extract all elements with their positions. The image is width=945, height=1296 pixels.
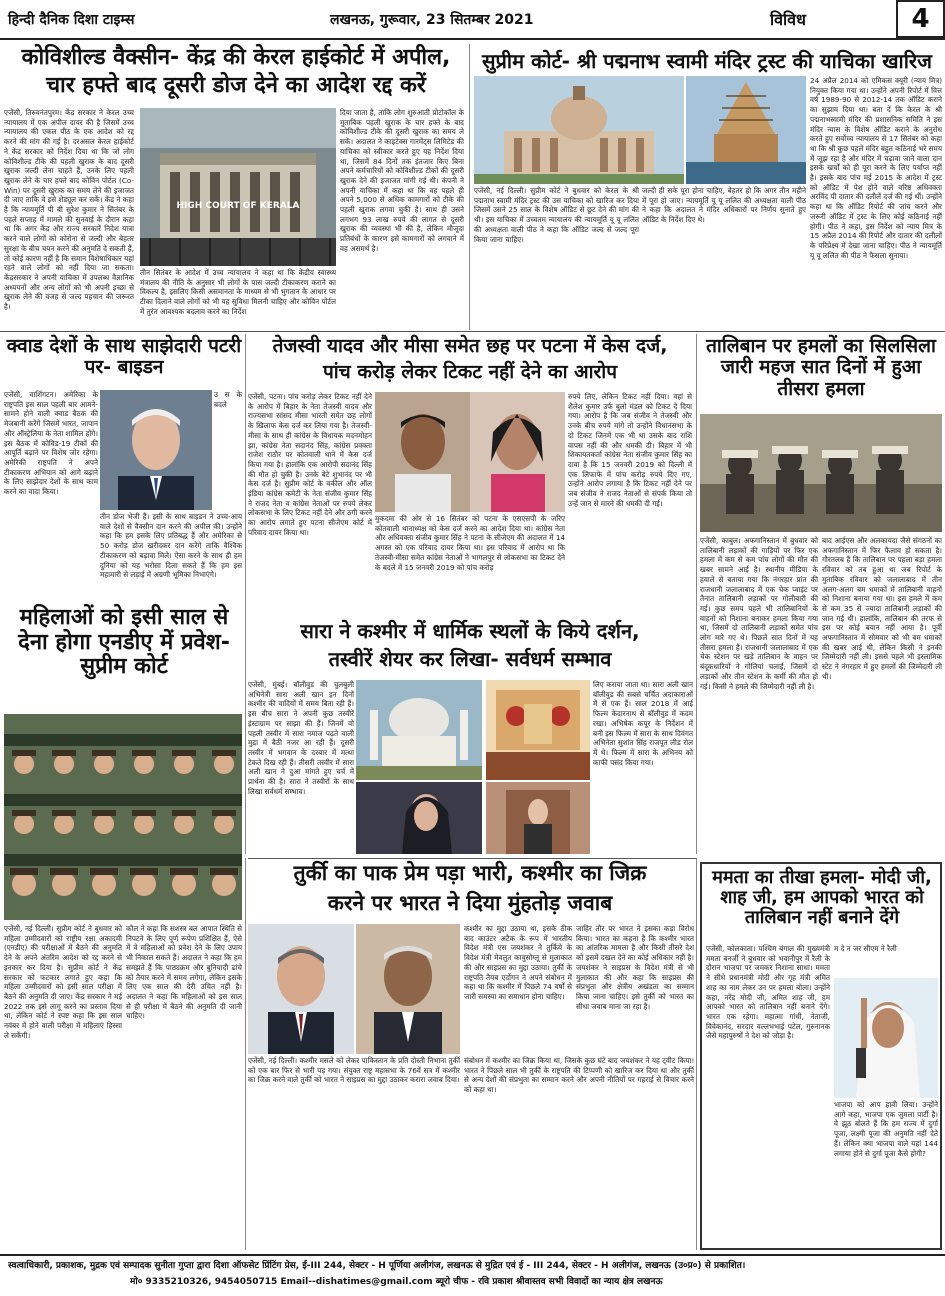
paper-name: हिन्दी दैनिक दिशा टाइम्स: [8, 12, 135, 28]
kashmir-column-2: लिए कराया जाता था। सारा अली खान बॉलीवुड की सबसे चर्चित अदाकाराओं में से एक हैं। साल 2018 में आई फिल्म केदारनाथ से बॉलीवुड में कदम रखा। अभिषेक कपूर के निर्देशन में बनी इस फिल्म में सारा के साथ दिवंगत अभिनेता सुशांत सिंह राजपूत लीड रोल में थे। फिल्म में सारा के अभिनय को काफी पसंद किया गया।: [593, 680, 693, 767]
quad-column-1: एजेंसी, वाशिंगटन। अमेरिका के राष्ट्रपति इस साल पहली बार आमने-सामने होने वाली क्वाड बैठक की मेजबानी करेंगे जिसमें भारत, जापान और ऑस्ट्रेलिया के नेता शामिल होंगे। इस बैठक में कोविड-19 टीकों की आपूर्ति बढ़ाने पर विशेष जोर रहेगा। अमेरिकी राष्ट्रपति ने अपने टीकाकरण अभियान को आगे बढ़ाने के लिए साझेदार देशों के साथ काम करने का वादा किया।: [4, 390, 98, 497]
turkey-column-right: जाहिर तौर पर भारत ने इसका कड़ा विरोध किया। भारत का कहना है कि कश्मीर भारत का आंतरिक मामला है और किसी तीसरे देश को इसमें दखल देने का कोई अधिकार नहीं है। जयशंकर ने साइप्रस के विदेश मंत्री से भी मुलाकात की और कहा कि साइप्रस की संप्रभुता और क्षेत्रीय अखंडता का सम्मान किया जाना चाहिए। इसे तुर्की को भारत का सीधा जवाब माना जा रहा है।: [576, 924, 694, 1011]
sara-temple-photo: [486, 680, 590, 780]
quad-side-text: उ स के बदले: [214, 390, 242, 409]
column-divider: [245, 334, 246, 854]
jaishankar-photo: [356, 924, 460, 1054]
footer-contact: मो० 9335210326, 9454050715 Email--dishatimes@gmail.com ब्यूरो चीफ - रवि प्रकाश श्रीवास्तव सभी विवादों का न्याय क्षेत्र लखनऊ: [130, 1277, 663, 1287]
biden-photo: [100, 390, 212, 510]
mamata-photo: [834, 978, 938, 1098]
sara-prayer-photo: [356, 782, 482, 854]
section-label: विविध: [770, 10, 806, 29]
nda-column-2: कौल ने कहा कि सशस्त्र बल आपात स्थिति से निपटने के लिए पूर्ण रूपेण प्रशिक्षित हैं, ऐसे में वे महिलाओं को प्रवेश देने के लिए उपाय भी निकाल सकते हैं। अदालत ने कहा कि हम समझते हैं कि पाठ्यक्रम और बुनियादी ढांचे को तैयार करने में समय लगेगा, लेकिन इसके लिए एक साल की देरी उचित नहीं है। अदालत ने कहा कि महिलाओं को इस साल से ही परीक्षा में बैठने की अनुमति दी जानी चाहिए।: [126, 924, 242, 1021]
column-divider: [696, 858, 697, 1250]
taliban-attack-headline: तालिबान पर हमलों का सिलसिला जारी महज सात दिनों में हुआ तीसरा हमला: [706, 335, 936, 400]
column-divider: [469, 44, 470, 330]
dateline: लखनऊ, गुरूवार, 23 सितम्बर 2021: [330, 12, 534, 28]
temple-caption-right: जल्दी ही सके पूरा होना चाहिए, बेहतर हो कि अगर तीन महीने में पूरा हो जाए। न्यायमूर्ति यू यू ललित की अध्यक्षता वाली पीठ ने कहा कि अदालत ने मंदिर अधिकारों पर निर्णय सुनाते हुए ऑडिट के निर्देश दिए थे।: [642, 186, 806, 225]
quad-headline: क्वाड देशों के साथ साझेदारी पटरी पर- बाइडन: [6, 335, 242, 379]
taliban-fighters-photo: [700, 414, 942, 532]
tejashwi-headline-1: तेजस्वी यादव और मीसा समेत छह पर पटना में केस दर्ज,: [272, 335, 668, 357]
turkey-column-mid: कश्मीर का मुद्दा उठाया था, इसके ठीक बाद काउंटर अटैक के रूप में भारतीय विदेश मंत्री एस जयशंकर ने तुर्किये के विदेश मंत्री मेवलुत कावुसोग्लू से मुलाकात की और साइप्रस का मुद्दा उठाया। तुर्की के राष्ट्रपति तैयब एर्दोगन ने अपने संबोधन में कहा था कि कश्मीर में पिछले 74 वर्षों से जारी समस्या का समाधान होना चाहिए।: [464, 924, 572, 1001]
taliban-attack-column-1: एजेंसी, काबुल। अफगानिस्तान में बुधवार को तालिबानी लड़ाकों की गाड़ियों पर फिर एक हमला में कम से कम पांच लोगों की मौत की खबर सामने आई है। स्थानीय मीडिया के हवाले से बताया गया कि नंगरहार प्रांत की राजधानी जलालाबाद में एक चेक प्वाइंट पर तैनात तालिबानी लड़ाकों पर गोलीबारी की गई। कुछ समय पहले भी तालिबानियों के वाहनों को निशाना बनाकर हमला किया गया था, जिसमें दो तालिबानी लड़ाकों समेत पांच लोग मारे गए थे। पिछले सात दिनों में यह तीसरा हमला है। राजधानी जलालाबाद में एक चेक स्टेशन पर खड़े तालिबान के वाहन पर बंदूकधारियों ने गोलियां चलाईं, जिसमें दो लड़ाकों और तीन स्टेशन के कर्मी की मौत हो गई। किसी ने हमले की जिम्मेदारी नहीं ली है।: [700, 536, 818, 691]
sara-mosque-photo: [356, 680, 482, 780]
kerala-column-3: दिया जाता है, ताकि लोग शुरुआती प्रोटोकॉल के मुताबिक पहली खुराक के चार हफ्ते के बाद कोविशील्ड टीके की दूसरी खुराक का समय ले सकें। अदालत ने काइटेक्स गारमेंट्स लिमिटेड की याचिका को स्वीकार करते हुए यह निर्देश दिया था, जिसमें 84 दिनों तक इंतजार किए बिना अपने कर्मचारियों को कोविशील्ड टीकों की दूसरी खुराक देने की इजाजत मांगी गई थी। कंपनी ने अपनी याचिका में कहा था कि वह पहले ही अपने 5,000 से अधिक कामगारों को टीके की पहली खुराक लगवा चुकी है। साथ ही उसने लगभग 93 लाख रुपये की लागत से दूसरी खुराक की व्यवस्था भी की है, लेकिन मौजूदा प्रतिबंधों के कारण इसे कामगारों को लगवाने में वह असमर्थ है।: [340, 108, 464, 253]
temple-headline: सुप्रीम कोर्ट- श्री पद्मनाभ स्वामी मंदिर ट्रस्ट की याचिका खारिज: [482, 49, 932, 73]
mamata-column-2: भाजपा को आप हावी लिया। उन्होंने आगे कहा, भाजपा एक जुमला पार्टी है। वे झूठ बोलते हैं कि हम राज्य में दुर्गा पूजा, लक्ष्मी पूजा की अनुमति नहीं देते हैं। लेकिन क्या भाजपा वाले यहां 144 लगाया होने से दुर्गा पूजा कैसे होगी?: [834, 1100, 938, 1158]
mamata-side-text: म दे न जर सीएम ने रैली: [834, 944, 897, 953]
kashmir-column-1: एजेंसी, मुंबई। बॉलीवुड की चुलबुली अभिनेत्री सारा अली खान इन दिनों कश्मीर की वादियों में समय बिता रही हैं। इस बीच सारा ने अपनी कुछ तस्वीरें इंस्टाग्राम पर साझा की हैं। जिनमें वो पहली तस्वीर में सारा नमाज पढ़ते वाली मुद्रा में बैठी नजर आ रही हैं। दूसरी तस्वीर में भगवान के दरबार में मत्था टेकते दिख रही हैं। तीसरी तस्वीर में सारा अली खान ने दुआ मांगते हुए चर्च में प्रार्थना की है। सारा ने तस्वीरों के साथ लिखा सर्वधर्म सम्भाव।: [248, 680, 354, 796]
column-divider: [696, 334, 697, 854]
supreme-court-photo: [474, 76, 684, 184]
tejashwi-column-2: मुकदमा की ओर से 16 सितंबर को पटना के एसएसपी के जरिए कोतवाली थानाध्यक्ष को केस दर्ज करने का आदेश दिया था। कांग्रेस नेता और अधिवक्ता संजीव कुमार सिंह ने पटना के सीजेएम की अदालत में 14 अगस्त को एक परिवाद दायर किया था। इस परिवाद में आरोप था कि तेजस्वी-मीसा समेत कांग्रेस नेताओं ने भागलपुर से लोकसभा का टिकट देने के बदले में 15 जनवरी 2019 को पांच करोड़: [375, 514, 565, 572]
kerala-headline-2: चार हफ्ते बाद दूसरी डोज देने का आदेश रद्द करें: [46, 73, 426, 98]
kerala-headline-1: कोविशील्ड वैक्सीन- केंद्र की केरल हाईकोर्ट में अपील,: [21, 45, 451, 70]
turkey-column-bottom: संबोधन में कश्मीर का जिक्र किया था, जिसके कुछ घंटे बाद जयशंकर ने यह ट्वीट किया। भारत ने पिछले साल भी तुर्की के राष्ट्रपति की टिप्पणी को खारिज कर दिया था और तुर्की से अन्य देशों की संप्रभुता का सम्मान करने और अपनी नीतियों पर गहराई से विचार करने को कहा था।: [464, 1056, 694, 1095]
quad-column-2: तीन डोज भेजी हैं। इसी के साथ बाइडन ने उच्च-आय वाले देशों से वैक्सीन दान करने की अपील की। उन्होंने कहा कि हम इसके लिए प्रतिबद्ध हैं और अमेरिका से 50 करोड़ डोज खरीदकर दान करेंगे ताकि वैश्विक टीकाकरण को बढ़ावा मिले। ऐसा करने के साथ ही हम दुनिया को यह भरोसा दिला सकते हैं कि हम इस महामारी से लड़ाई में अग्रणी भूमिका निभाएंगे।: [100, 512, 242, 580]
page-number: 4: [896, 0, 945, 38]
sara-church-photo: [486, 782, 590, 854]
footer-imprint: स्वत्वाधिकारी, प्रकाशक, मुद्रक एवं सम्पादक सुनीता गुप्ता द्वारा दिशा ऑफसेट प्रिंटिंग प्रेस, ई-III 244, सेक्टर - H पूर्णिया अलीगंज, लखनऊ से मुद्रित एवं ई - III 244, सेक्टर - H अलीगंज, लखनऊ (उ०प्र०) से प्रकाशित।: [8, 1261, 746, 1271]
mamata-headline: ममता का तीखा हमला- मोदी जी, शाह जी, हम आपको भारत को तालिबान नहीं बनाने देंगे: [712, 867, 932, 929]
nda-headline: महिलाओं को इसी साल से देना होगा एनडीए में प्रवेश- सुप्रीम कोर्ट: [18, 605, 230, 680]
turkey-headline-1: तुर्की का पाक प्रेम पड़ा भारी, कश्मीर का जिक्र: [293, 861, 647, 885]
kashmir-headline-1: सारा ने कश्मीर में धार्मिक स्थलों के किये दर्शन,: [300, 619, 640, 643]
temple-caption-left: एजेंसी, नई दिल्ली। सुप्रीम कोर्ट ने बुधवार को केरल के श्री पद्मनाभ स्वामी मंदिर ट्रस्ट की उस याचिका को खारिज कर दिया जिसमें उसने 25 साल के विशेष ऑडिट से छूट देने की मांग की थी। इस याचिका में उच्चतम न्यायालय की न्यायमूर्ति यू यू ललित की अध्यक्षता वाली पीठ ने कहा कि ऑडिट जल्द से जल्द पूरा किया जाना चाहिए।: [474, 186, 639, 244]
section-divider: [0, 331, 945, 332]
temple-column-right: 24 अप्रैल 2014 को एमिकस क्यूरी (न्याय मित्र) नियुक्त किया गया था। उन्होंने अपनी रिपोर्ट में वित्त वर्ष 1989-90 से 2012-14 तक ऑडिट कराने का सुझाव दिया था। बता दें कि केरल के श्री पद्मनाभस्वामी मंदिर की प्रशासनिक समिति ने इस मंदिर न्यास के विशेष ऑडिट कराने के अनुरोध करते हुए सर्वोच्च न्यायालय से 17 सितंबर को कहा था कि श्री कुछ पहले मंदिर बहुत कठिनाई भरे समय में जूझ रहा है और मंदिर में चढ़ावा जाने वाला दान इसके खर्चों को ही पूरा करने के लिए पर्याप्त नहीं है। इसके बाद पांच मई 2015 के आदेश में ट्रस्ट को ऑडिट में पेश होने वाले वरिष्ठ अधिवक्ता अरविंद पी दातार की दलीलें दर्ज की गई थीं। उन्होंने कहा था कि ऑडिट रिपोर्ट की जांच करने और जरूरी ऑडिट में ट्रस्ट के लिए कोई कठिनाई नहीं होगी। पीठ ने कहा, इस निर्देश को न्याय मित्र के 15 अप्रैल 2014 की रिपोर्ट और दातार की दलीलों के परिप्रेक्ष्य में देखा जाना चाहिए। पीठ ने न्यायमूर्ति यू यू ललित की पीठ ने फैसला सुनाया।: [810, 76, 942, 260]
erdogan-photo: [248, 924, 354, 1054]
kerala-column-2: तीन सितंबर के आदेश में उच्च न्यायालय ने कहा था कि केंद्रीय स्वास्थ्य मंत्रालय की नीति के अनुसार भी लोगों के पास जल्दी टीकाकरण कराने का विकल्प है, इसलिए किसी असमानता के माध्यम से भी भुगतान के आधार पर टीका दिलाने वाले लोगों को भी यह सुविधा मिलनी चाहिए और कोविन पोर्टल में तुरंत आवश्यक बदलाव करने का निर्देश: [140, 268, 336, 316]
kerala-column-1: एजेंसी, तिरुवनंतपुरम। केंद्र सरकार ने केरल उच्च न्यायालय में एक अपील दायर की है जिसमें उच्च न्यायालय की एकल पीठ के एक आदेश को रद्द करने की मांग की गई है। दरअसल केरल हाईकोर्ट ने केंद्र सरकार को निर्देश दिया था कि जो लोग कोविशील्ड टीके की पहली खुराक के बाद दूसरी खुराक जल्दी लेना चाहते हैं, उनके लिए पहली खुराक लेने के चार हफ्ते बाद कोविन पोर्टल (Co-Win) पर दूसरी खुराक का समय लेने की इजाजत दी जाए ताकि वे इसे शेड्यूल कर सकें। केंद्र ने कहा है कि न्यायमूर्ति पी बी सुरेश कुमार ने सितंबर के पहले सप्ताह में मामले की सुनवाई के दौरान कहा था कि अगर केंद्र और राज्य सरकारें निदेश यात्रा करने वाले लोगों को कोरोना से जल्दी और बेहतर सुरक्षा के बीच चयन करने की अनुमति दे सकती हैं, तो कोई कारण नहीं है कि समान विशेषाधिकार यहां रहने वाले लोगों को नहीं दिया जा सकता। केंद्रसरकार ने अपनी याचिका में उपलब्ध वैज्ञानिक अध्ययनों और अन्य लोगों को भी अपनी इच्छा से खुराक लेने की वजह से जल्द पहचान की जरूरत है।: [4, 108, 134, 312]
temple-photo: [686, 76, 806, 184]
tejashwi-column-3: रुपये लिए, लेकिन टिकट नहीं दिया। वहां से शैलेश कुमार उर्फ बुलो मंडल को टिकट दे दिया गया। आरोप है कि जब संजीव ने तेजस्वी और उनके बीच रुपये मांगे तो उन्होंने विधानसभा के दो टिकट जिनमें एक भी था उसके बाद राशि वापस नहीं की और धमकी दी। बिहार में भी शिकायतकर्ता कांग्रेस नेता संजीव कुमार सिंह का दावा है कि 15 जनवरी 2019 को दिल्ली में एक लिफाफे में पांच करोड़ रुपये दिए गए, उन्होंने आरोप लगाया है कि टिकट नहीं देने पर जब संजीव ने राजद नेताओं से संपर्क किया तो उन्हें जान से मारने की धमकी दी गई।: [568, 392, 692, 508]
tejashwi-headline-2: पांच करोड़ लेकर टिकट नहीं देने का आरोप: [322, 361, 618, 383]
kashmir-headline-2: तस्वीरें शेयर कर लिखा- सर्वधर्म सम्भाव: [328, 647, 612, 671]
turkey-caption: एजेंसी, नई दिल्ली। कश्मीर मसले को लेकर पाकिस्तान के प्रति दोस्ती निभाना तुर्की को एक बार फिर से भारी पड़ गया। संयुक्त राष्ट्र महासभा के 76वें सत्र में कश्मीर का जिक्र करने वाले तुर्की को भारत ने साइप्रस का मुद्दा उठाकर करारा जवाब दिया।: [248, 1056, 460, 1085]
column-divider: [245, 858, 246, 1250]
nda-cadets-photo: [4, 714, 242, 920]
tejashwi-column-1: एजेंसी, पटना। पांच करोड़ लेकर टिकट नहीं देने के आरोप में बिहार के नेता तेजस्वी यादव और राज्यसभा सांसद मीसा भारती समेत छह लोगों के खिलाफ केस दर्ज कर लिया गया है। तेजस्वी-मीसा के साथ ही कांग्रेस के विधायक मदनमोहन झा, कांग्रेस नेता सदानंद सिंह, कांग्रेस प्रवक्ता राजेश राठौर पर कोतवाली थाने में केस दर्ज किया गया है। हालांकि एक आरोपी सदानंद सिंह की मौत हो चुकी है। उनके बेटे शुभानंद पर भी केस दर्ज है। सुप्रीम कोर्ट के वकील और ऑल इंडिया कांग्रेस कमेटी के नेता संजीव कुमार सिंह ने राजद नेता व कांग्रेस नेताओं पर रुपये लेकर लोकसभा के लिए टिकट नहीं देने और ठगी करने का आरोप लगाते हुए पटना सीजेएम कोर्ट में परिवाद दायर किया था।: [248, 392, 372, 537]
kerala-photo-sign: HIGH COURT OF KERALA: [176, 201, 300, 211]
nda-column-1: एजेंसी, नई दिल्ली। सुप्रीम कोर्ट ने बुधवार को महिला उम्मीदवारों को राष्ट्रीय रक्षा अकादमी (एनडीए) की परीक्षाओं में बैठने की अनुमति देने के अपने अंतरिम आदेश को रद्द करने से इनकार कर दिया है। सुप्रीम कोर्ट ने केंद्र सरकार को फटकार लगाते हुए कहा कि महिला उम्मीदवारों को इसी साल परीक्षा में बैठने की अनुमति दी जाए। केंद्र सरकार ने मई 2022 तक इसे लागू करने का प्रस्ताव दिया था, लेकिन कोर्ट ने स्पष्ट कहा कि इस साल नवंबर में होने वाली परीक्षा में महिलाएं हिस्सा ले सकेंगी।: [4, 924, 122, 1040]
taliban-attack-column-2: बाद आईएस और अलकायदा जैसे संगठनों का अफगानिस्तान में फिर फैलाव हो सकता है। गौरतलब है कि तालिबान पर पहला बड़ा हमला रविवार को तब हुआ था जब रिपोर्ट के मुताबिक रविवार को जलालाबाद में तीन अलग-अलग बम धमाकों में तालिबानी वाहनों को निशाना बनाया गया था। इस हमले में कम से कम 35 से ज्यादा तालिबानी लड़ाकों की जान गई थी। हालांकि, तालिबान की तरफ से इस पर कोई बयान नहीं आया है। पूर्वी अफगानिस्तान में सोमवार को भी बम धमाकों की खबर आई थी, लेकिन किसी ने इनकी जिम्मेदारी नहीं ली। इससे पहले भी इस्लामिक स्टेट ने नंगरहार में हुए हमलों की जिम्मेदारी ली थी।: [822, 536, 942, 681]
turkey-headline-2: करने पर भारत ने दिया मुंहतोड़ जवाब: [327, 891, 613, 915]
kerala-high-court-photo: [140, 108, 336, 266]
mamata-column-1: एजेंसी, कोलकाता। पश्चिम बंगाल की मुख्यमंत्री ममता बनर्जी ने बुधवार को भवानीपुर में रैली के दौरान भाजपा पर जमकर निशाना साधा। ममता ने सीधे प्रधानमंत्री मोदी और गृह मंत्री अमित शाह का नाम लेकर उन पर हमला बोला। उन्होंने कहा, नरेंद्र मोदी जी, अमित शाह जी, हम आपको भारत को तालिबान नहीं बनाने देंगे। भारत एक रहेगा। महात्मा गांधी, नेताजी, विवेकानंद, सरदार वल्लभभाई पटेल, गुरुनानक जैसे महापुरुषों ने देश को जोड़ा है।: [706, 944, 830, 1041]
tejashwi-misa-photo: [375, 392, 565, 512]
section-divider: [248, 858, 696, 859]
